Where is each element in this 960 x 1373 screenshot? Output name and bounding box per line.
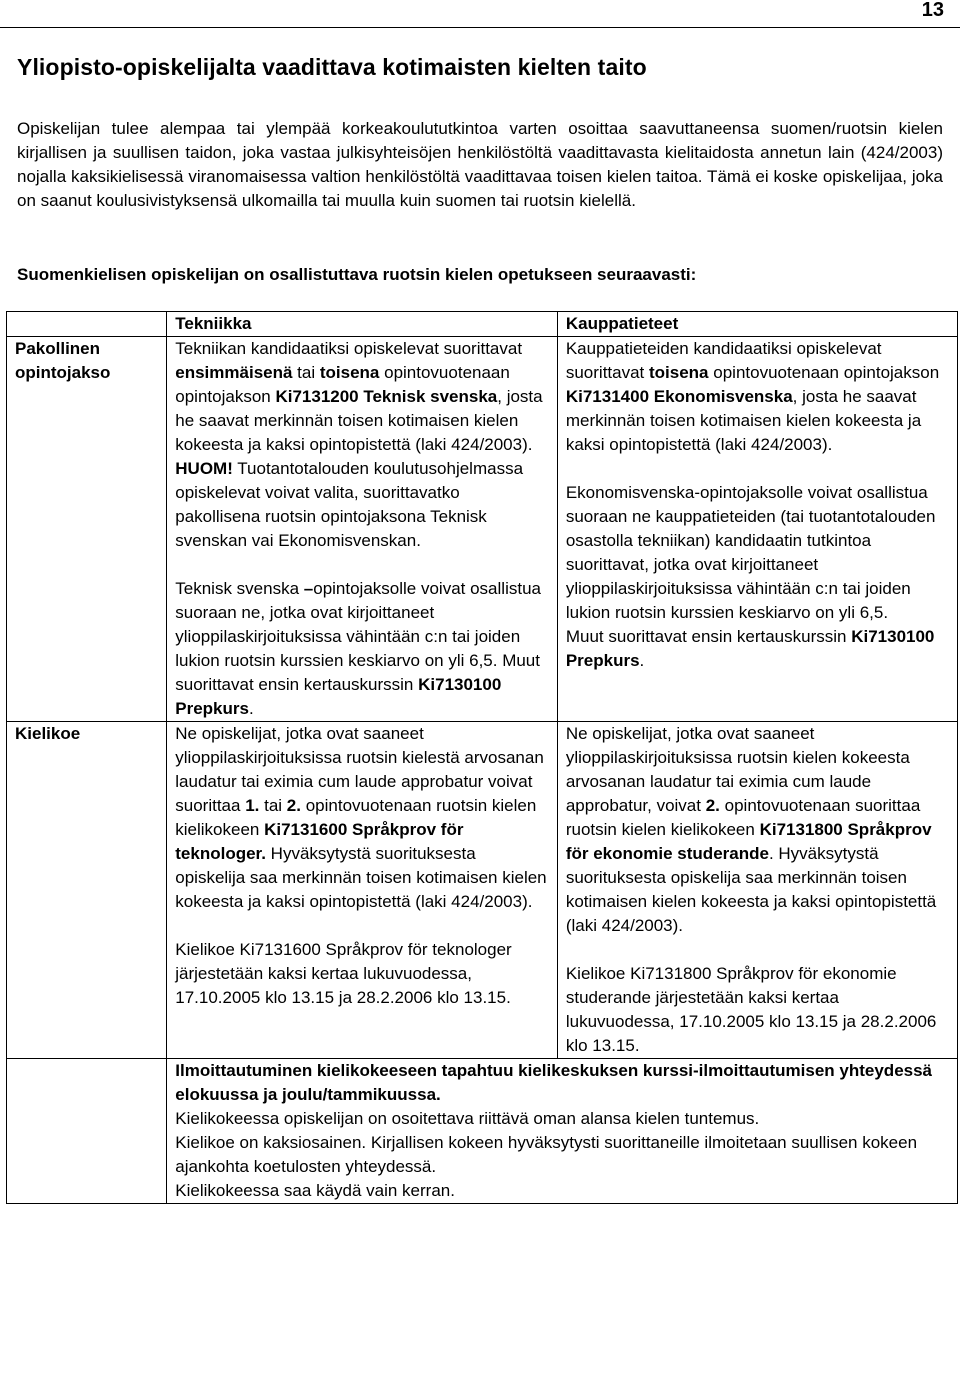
tekniikka-exam-dates: Kielikoe Ki7131600 Språkprov för teknologer järjestetään kaksi kertaa lukuvuodessa, 17.10.2005 klo 13.15 ja 28.2.2006 klo 13.15. xyxy=(175,940,512,1007)
column-header-kauppatieteet: Kauppatieteet xyxy=(557,312,957,337)
corner-cell xyxy=(7,312,167,337)
row-label-kielikoe: Kielikoe xyxy=(7,722,167,1059)
section-subheading: Suomenkielisen opiskelijan on osallistuttava ruotsin kielen opetukseen seuraavasti: xyxy=(17,265,697,284)
page-title: Yliopisto-opiskelijalta vaadittava kotimaisten kielten taito xyxy=(17,54,647,80)
registration-notice xyxy=(167,1059,958,1204)
table-row-notice xyxy=(7,1059,958,1204)
tekniikka-course-paragraph: Tekniikan kandidaatiksi opiskelevat suorittavat ensimmäisenä tai toisena opintovuotenaan opintojakson Ki7131200 Teknisk svenska, josta he saavat merkinnän toisen kotimaisen kielen kokeesta ja kaksi opintopistettä (laki 424/2003). HUOM! Tuotantotalouden koulutusohjelmassa opiskelevat voivat valita, suorittavatko pakollisena ruotsin opintojaksona Teknisk svenskan vai Ekonomisvenskan. xyxy=(175,339,543,550)
requirements-table xyxy=(6,311,958,1204)
cell-tekniikka-kielikoe xyxy=(167,722,558,1059)
cell-tekniikka-pakollinen xyxy=(167,337,558,722)
kauppatieteet-exam-dates: Kielikoe Ki7131800 Språkprov för ekonomie studerande järjestetään kaksi kertaa lukuvuodessa, 17.10.2005 klo 13.15 ja 28.2.2006 klo 13.15. xyxy=(565,964,937,1055)
page-number: 13 xyxy=(921,0,944,21)
table-row-kielikoe xyxy=(7,722,958,1059)
header-rule xyxy=(0,27,960,28)
intro-paragraph: Opiskelijan tulee alempaa tai ylempää korkeakoulututkintoa varten osoittaa saavuttaneensa suomen/ruotsin kielen kirjallisen ja suullisen taidon, joka vastaa julkisyhteisöjen henkilöstöltä vaadittavasta kielitaidosta annetun lain (424/2003) nojalla kaksikielisessä viranomaisessa valtion henkilöstöltä vaadittavaa toisen kielen taitoa. Tämä ei koske opiskelijaa, joka on saanut koulusivistyksensä ulkomailla tai muulla kuin suomen tai ruotsin kielellä. xyxy=(17,119,943,210)
kauppatieteet-prereq-paragraph: Ekonomisvenska-opintojaksolle voivat osallistua suoraan ne kauppatieteiden (tai tuotantotalouden osastolla tekniikan) kandidaatin tutkintoa suorittavat, jotka ovat kirjoittaneet ylioppilaskirjoituksissa vähintään c:n tai joiden lukion ruotsin kurssien keskiarvo on yli 6,5. xyxy=(565,483,936,622)
notice-bold: Ilmoittautuminen kielikokeeseen tapahtuu kielikeskuksen kurssi-ilmoittautumisen yhteydessä elokuussa ja joulu/tammikuussa. xyxy=(175,1061,933,1104)
notice-line-2: Kielikoe on kaksiosainen. Kirjallisen kokeen hyväksytysti suorittaneille ilmoitetaan suullisen kokeen ajankohta koetulosten yhteydessä. xyxy=(175,1133,918,1176)
tekniikka-exam-paragraph: Ne opiskelijat, jotka ovat saaneet ylioppilaskirjoituksissa ruotsin kielestä arvosanan laudatur tai eximia cum laude approbatur voivat suorittaa 1. tai 2. opintovuotenaan ruotsin kielen kielikokeen Ki7131600 Språkprov för teknologer. Hyväksytystä suorituksesta opiskelija saa merkinnän toisen kotimaisen kielen kokeesta ja kaksi opintopistettä (laki 424/2003). xyxy=(175,724,547,911)
kauppatieteet-exam-paragraph: Ne opiskelijat, jotka ovat saaneet ylioppilaskirjoituksissa ruotsin kielen kokeesta arvosanan laudatur tai eximia cum laude approbatur, voivat 2. opintovuotenaan suorittaa ruotsin kielen kielikokeen Ki7131800 Språkprov för ekonomie studerande. Hyväksytystä suorituksesta opiskelija saa merkinnän toisen kotimaisen kielen kokeesta ja kaksi opintopistettä (laki 424/2003). xyxy=(565,724,937,935)
notice-label-cell xyxy=(7,1059,167,1204)
cell-kauppatieteet-pakollinen xyxy=(557,337,957,722)
notice-line-3: Kielikokeessa saa käydä vain kerran. xyxy=(175,1181,455,1200)
table-header-row xyxy=(7,312,958,337)
table-row-pakollinen xyxy=(7,337,958,722)
cell-kauppatieteet-kielikoe xyxy=(557,722,957,1059)
kauppatieteet-course-paragraph: Kauppatieteiden kandidaatiksi opiskelevat suorittavat toisena opintovuotenaan opintojakson Ki7131400 Ekonomisvenska, josta he saavat merkinnän toisen kotimaisen kielen kokeesta ja kaksi opintopistettä (laki 424/2003). xyxy=(565,339,940,454)
kauppatieteet-prepkurs-paragraph: Muut suorittavat ensin kertauskurssin Ki7130100 Prepkurs. xyxy=(565,627,935,670)
row-label-pakollinen: Pakollinen opintojakso xyxy=(7,337,167,722)
tekniikka-prereq-paragraph: Teknisk svenska –opintojaksolle voivat osallistua suoraan ne, jotka ovat kirjoittaneet ylioppilaskirjoituksissa vähintään c:n tai joiden lukion ruotsin kurssien keskiarvo on yli 6,5. Muut suorittavat ensin kertauskurssin Ki7130100 Prepkurs. xyxy=(175,579,541,718)
column-header-tekniikka: Tekniikka xyxy=(167,312,558,337)
notice-line-1: Kielikokeessa opiskelijan on osoitettava riittävä oman alansa kielen tuntemus. xyxy=(175,1109,760,1128)
